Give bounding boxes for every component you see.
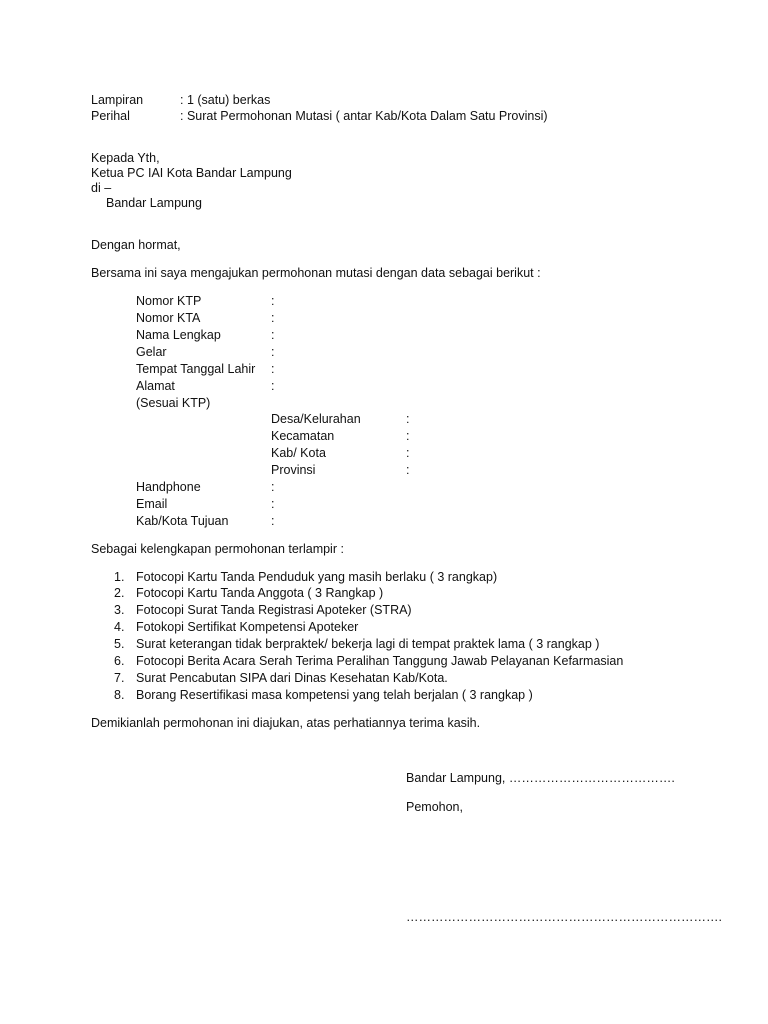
contact-label: Email [136, 497, 168, 511]
contact-colon: : [271, 497, 275, 511]
lampiran-value: : 1 (satu) berkas [180, 93, 271, 107]
attachments-intro: Sebagai kelengkapan permohonan terlampir : [91, 542, 344, 556]
signature-place-date: Bandar Lampung, …………………………………. [406, 771, 675, 785]
attachment-item: Fotocopi Kartu Tanda Anggota ( 3 Rangkap ) [136, 586, 384, 600]
contact-colon: : [271, 480, 275, 494]
attachment-item: Fotokopi Sertifikat Kompetensi Apoteker [136, 620, 359, 634]
address-subfield-label: Provinsi [271, 463, 316, 477]
field-colon: : [271, 379, 275, 393]
field-label: Nomor KTA [136, 311, 201, 325]
attachment-number: 1. [114, 570, 125, 584]
attachment-item: Borang Resertifikasi masa kompetensi yang telah berjalan ( 3 rangkap ) [136, 688, 533, 702]
field-label: Tempat Tanggal Lahir [136, 362, 256, 376]
field-label: Nama Lengkap [136, 328, 221, 342]
signature-role: Pemohon, [406, 800, 463, 814]
attachment-number: 8. [114, 688, 125, 702]
field-colon: : [271, 362, 275, 376]
attachment-number: 6. [114, 654, 125, 668]
field-colon: : [271, 345, 275, 359]
address-subfield-label: Kecamatan [271, 429, 335, 443]
attachment-item: Fotocopi Kartu Tanda Penduduk yang masih berlaku ( 3 rangkap) [136, 570, 498, 584]
greeting: Dengan hormat, [91, 238, 181, 252]
address-subfield-colon: : [406, 446, 410, 460]
recipient-di: di – [91, 181, 112, 195]
contact-label: Handphone [136, 480, 201, 494]
attachment-number: 2. [114, 586, 125, 600]
perihal-value: : Surat Permohonan Mutasi ( antar Kab/Kota Dalam Satu Provinsi) [180, 109, 548, 123]
address-subfield-label: Kab/ Kota [271, 446, 326, 460]
closing-paragraph: Demikianlah permohonan ini diajukan, atas perhatiannya terima kasih. [91, 716, 481, 730]
attachment-item: Surat keterangan tidak berpraktek/ bekerja lagi di tempat praktek lama ( 3 rangkap ) [136, 637, 600, 651]
attachment-number: 5. [114, 637, 125, 651]
signature-name-line: …………………………………………………………………. [406, 910, 722, 924]
address-subfield-label: Desa/Kelurahan [271, 412, 361, 426]
address-subfield-colon: : [406, 463, 410, 477]
field-label: (Sesuai KTP) [136, 396, 211, 410]
contact-label: Kab/Kota Tujuan [136, 514, 229, 528]
recipient-salutation: Kepada Yth, [91, 151, 160, 165]
field-colon: : [271, 311, 275, 325]
attachment-number: 3. [114, 603, 125, 617]
address-subfield-colon: : [406, 429, 410, 443]
intro-paragraph: Bersama ini saya mengajukan permohonan mutasi dengan data sebagai berikut : [91, 266, 541, 280]
recipient-title: Ketua PC IAI Kota Bandar Lampung [91, 166, 292, 180]
attachment-number: 4. [114, 620, 125, 634]
attachment-item: Fotocopi Berita Acara Serah Terima Peralihan Tanggung Jawab Pelayanan Kefarmasian [136, 654, 624, 668]
field-label: Gelar [136, 345, 167, 359]
attachment-item: Surat Pencabutan SIPA dari Dinas Kesehatan Kab/Kota. [136, 671, 448, 685]
perihal-label: Perihal [91, 109, 130, 123]
address-subfield-colon: : [406, 412, 410, 426]
attachment-number: 7. [114, 671, 125, 685]
field-label: Nomor KTP [136, 294, 202, 308]
field-label: Alamat [136, 379, 175, 393]
lampiran-label: Lampiran [91, 93, 144, 107]
contact-colon: : [271, 514, 275, 528]
attachment-item: Fotocopi Surat Tanda Registrasi Apoteker (STRA) [136, 603, 412, 617]
field-colon: : [271, 328, 275, 342]
field-colon: : [271, 294, 275, 308]
recipient-city: Bandar Lampung [106, 196, 202, 210]
